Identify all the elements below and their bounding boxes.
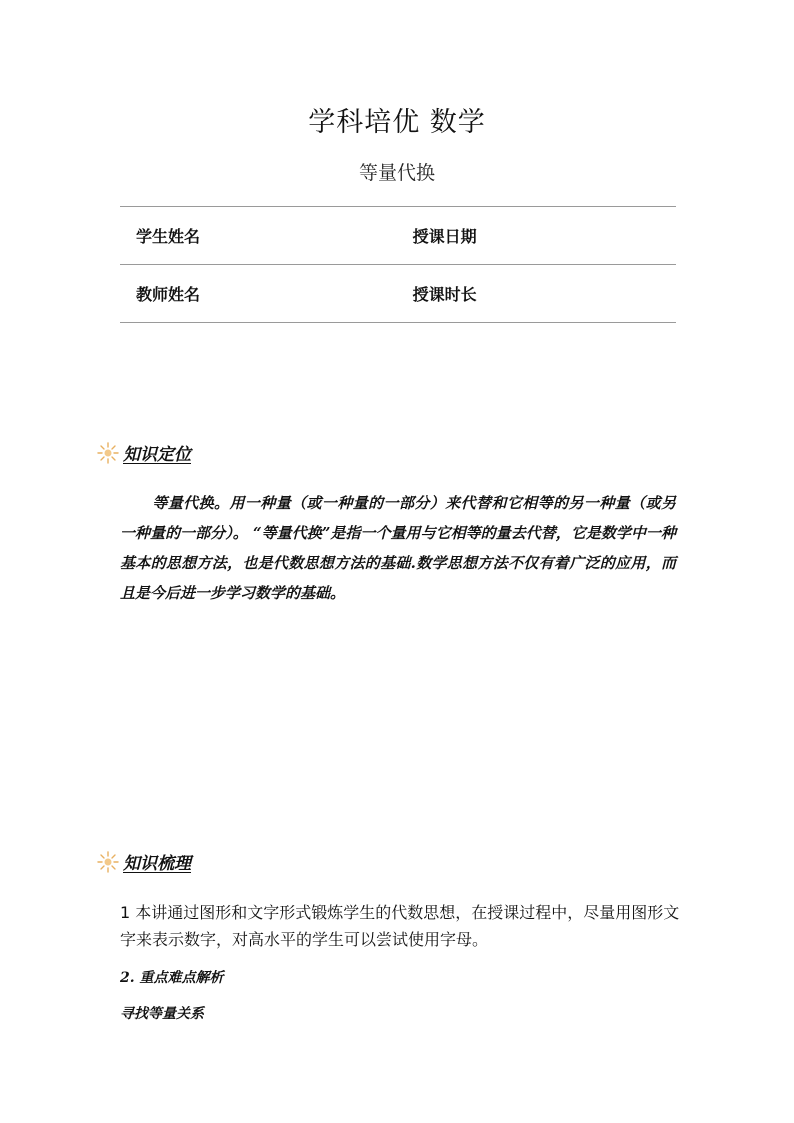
section-heading-knowledge-position [96, 440, 191, 465]
sun-icon [96, 850, 120, 874]
page-subtitle: 等量代换 [358, 162, 435, 184]
student-info-table [120, 206, 676, 323]
sun-icon [96, 441, 120, 465]
summary-item-3: 寻找等量关系 [120, 1006, 204, 1022]
table-row [120, 265, 676, 323]
lesson-date-label: 授课日期 [395, 207, 676, 265]
teacher-name-label: 教师姓名 [120, 265, 395, 323]
section-heading-label: 知识定位 [123, 445, 191, 465]
table-row [120, 207, 676, 265]
paragraph-text: 等量代换。用一种量（或一种量的一部分）来代替和它相等的另一种量（或另一种量的一部分）。 “等量代换”是指一个量用与它相等的量去代替，它是数学中一种基本的思想方法，也是代数思想方法的基础.数学思想方法不仅有着广泛的应用，而且是今后进一步学习数学的基础。 [120, 494, 676, 602]
summary-item-1: 1 本讲通过图形和文字形式锻炼学生的代数思想，在授课过程中，尽量用图形文字来表示数字，对高水平的学生可以尝试使用字母。 [120, 903, 680, 949]
summary-item-2: 2. 重点难点解析 [120, 970, 224, 986]
section-heading-label: 知识梳理 [123, 854, 191, 874]
section-heading-knowledge-summary [96, 849, 191, 874]
page-title: 学科培优 数学 [308, 107, 486, 138]
student-name-label: 学生姓名 [120, 207, 395, 265]
knowledge-position-paragraph [120, 488, 676, 608]
lesson-duration-label: 授课时长 [395, 265, 676, 323]
